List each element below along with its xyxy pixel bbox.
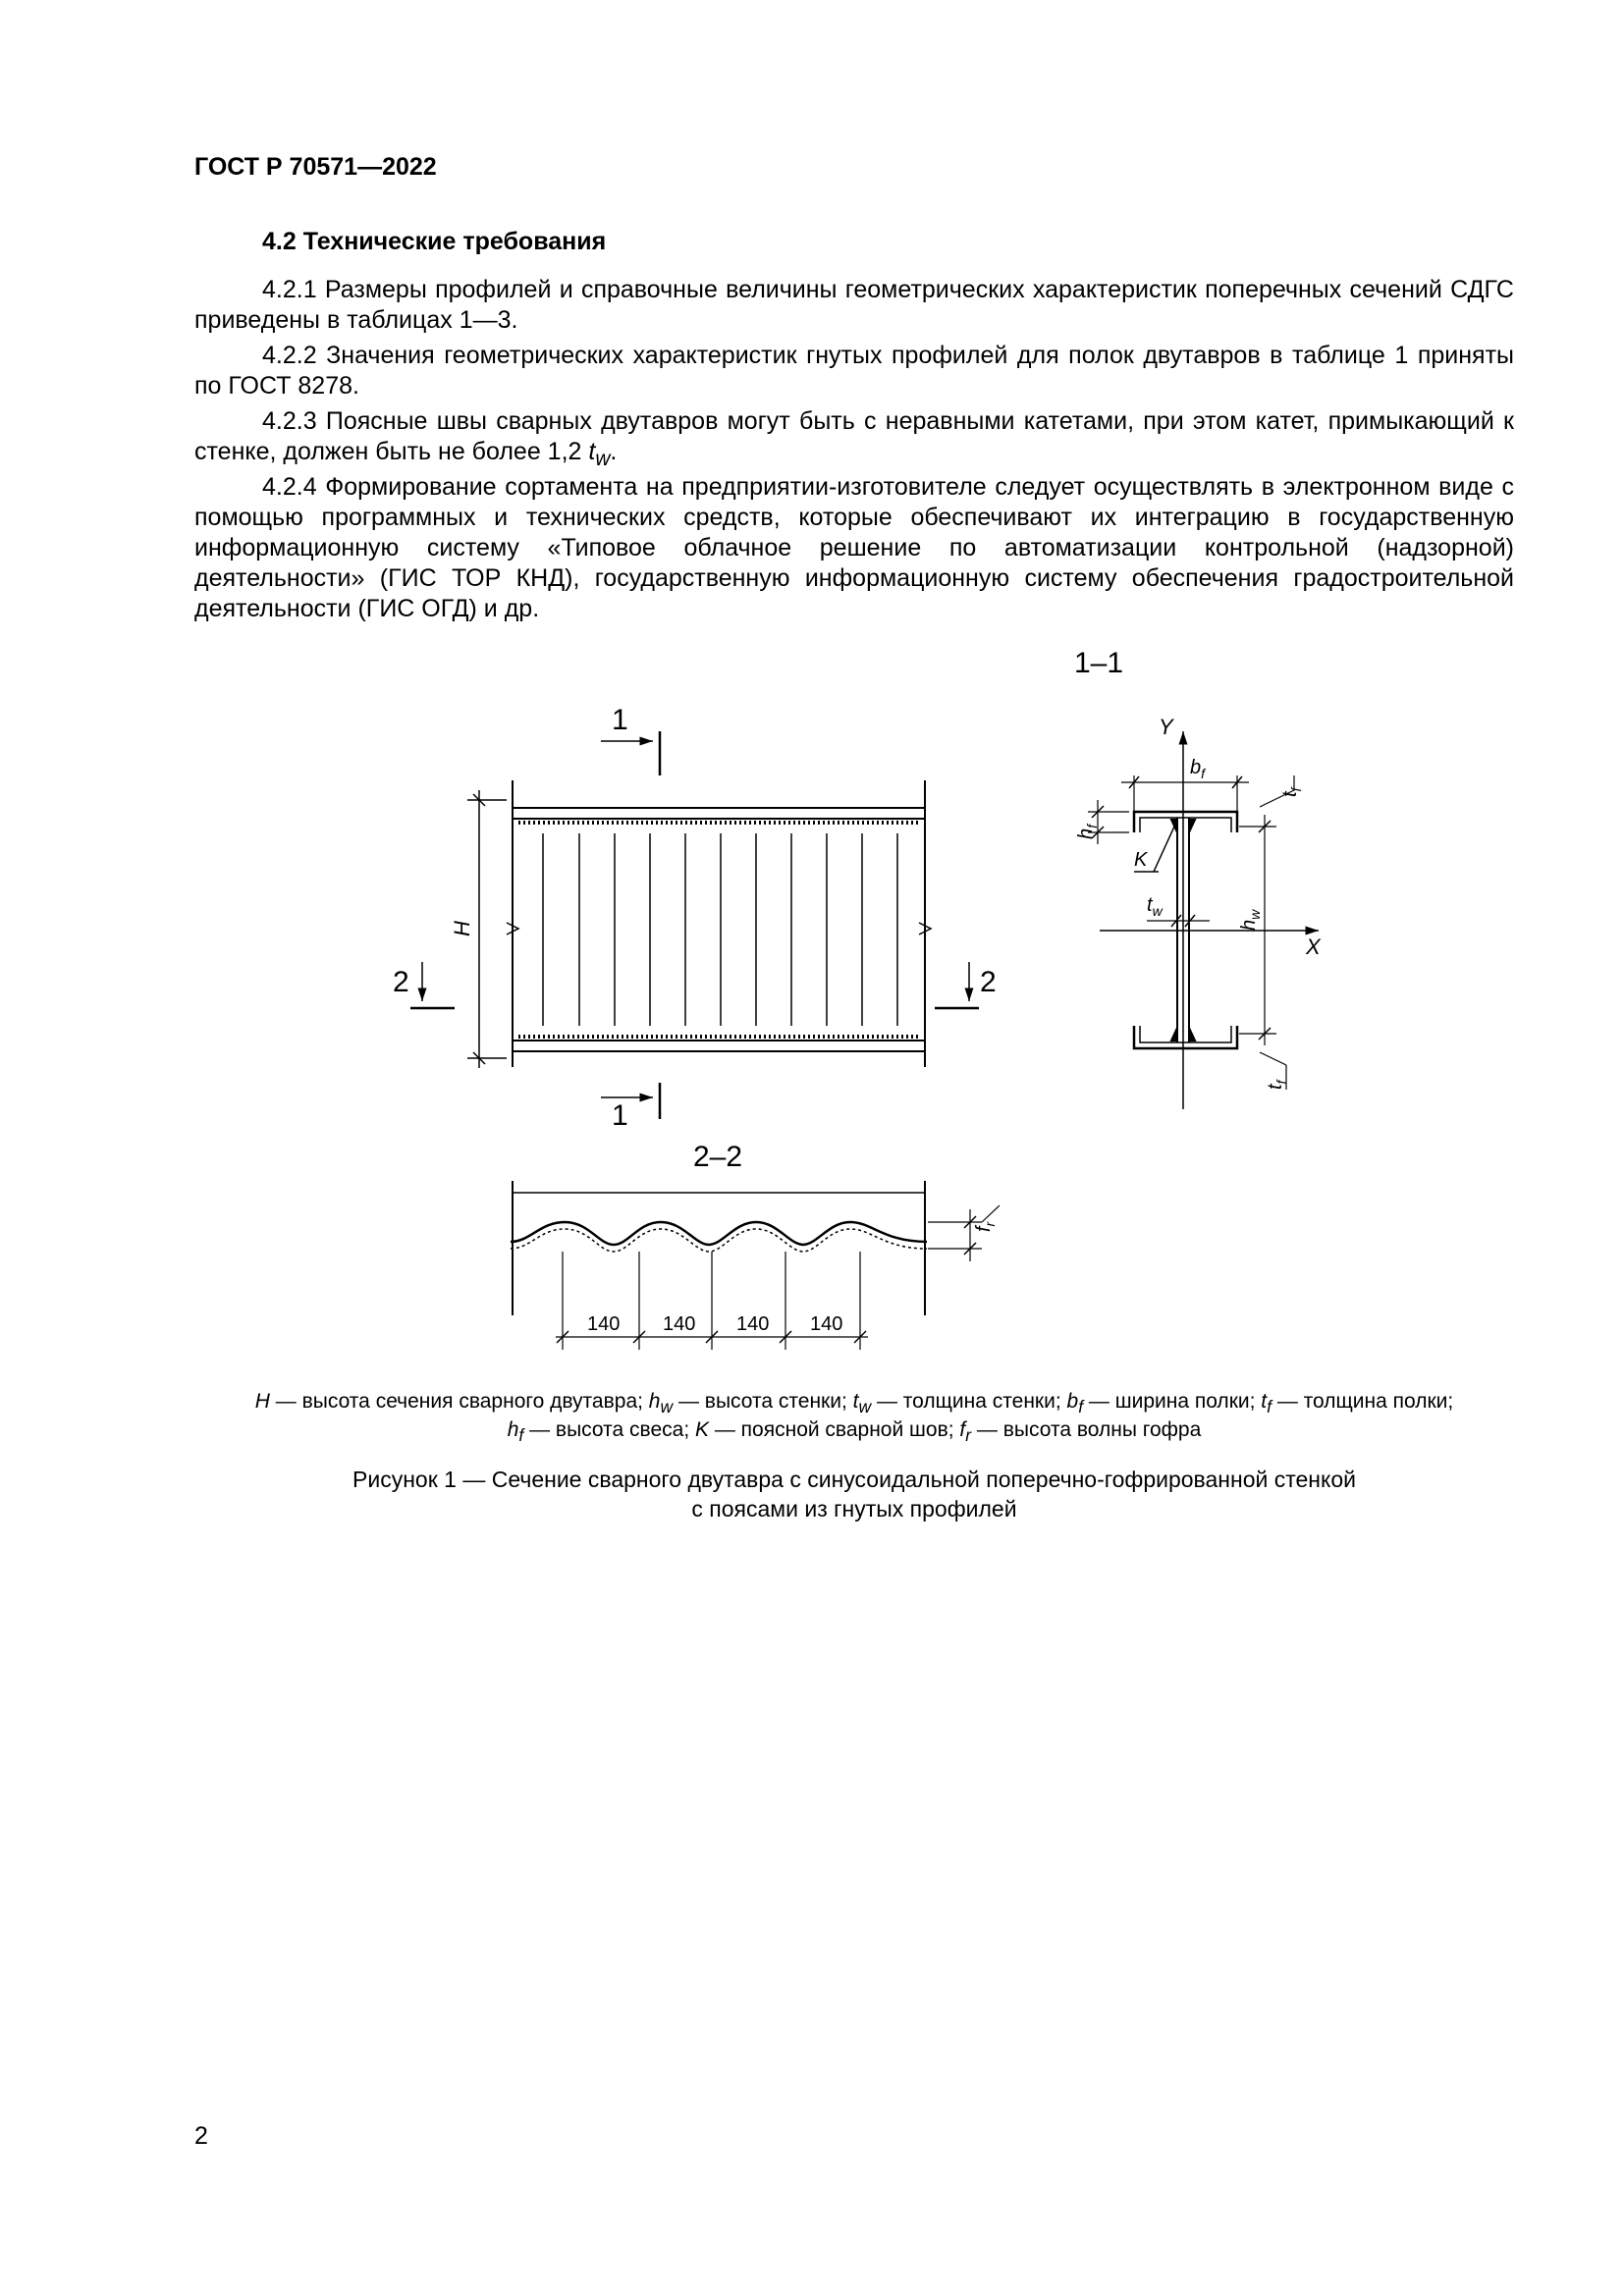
paragraph-4-2-3 (194, 406, 1514, 474)
dimension-H (467, 790, 507, 1068)
paragraph-4-2-4: 4.2.4 Формирование сортамента на предприятии-изготовителе следует осуществлять в электронном виде с помощью программных и технических средств, которые обеспечивают их интеграцию в государственную информационную систему «Типовое облачное решение по автоматизации контрольной (надзорной) деятельности» (ГИС ТОР КНД), государственную информационную систему обеспечения градостроительной деятельности (ГИС ОГД) и др. (194, 473, 1514, 622)
dim-140-3: 140 (736, 1313, 770, 1335)
figure-legend-line-1: H — высота сечения сварного двутавра; $h_w$ — высота стенки; $t_w$ — толщина стенки; $b_f$ — ширина полки; $t_f$ — толщина полки; (254, 1390, 1454, 1417)
label-K: K (1134, 849, 1148, 871)
label-bf: $b_f$ (1190, 757, 1206, 781)
figure-legend-line-2: $h_f$ — высота свеса; K — поясной сварной шов; $f_r$ — высота волны гофра (507, 1418, 1202, 1446)
cut-1-top-label: 1 (612, 704, 628, 736)
label-H: H (450, 921, 474, 936)
dim-140-4: 140 (810, 1313, 843, 1335)
page-number: 2 (194, 2122, 208, 2150)
label-tf-bottom: $t_f$ (1265, 1080, 1289, 1090)
figure-caption-line-2: с поясами из гнутых профилей (691, 1496, 1017, 1522)
paragraph-4-2-1: 4.2.1 Размеры профилей и справочные величины геометрических характеристик поперечных сечений СДГС приведены в таблицах 1—3. (194, 276, 1514, 334)
label-hf: $h_f$ (1075, 824, 1100, 839)
cross-section-1-1 (1088, 731, 1319, 1109)
tw-symbol: t (588, 438, 596, 465)
section-2-2-title: 2–2 (693, 1141, 743, 1173)
label-X: X (1306, 934, 1321, 959)
tw-subscript: w (595, 448, 611, 470)
label-tf-top: $t_f$ (1279, 787, 1304, 797)
figure-caption-line-1: Рисунок 1 — Сечение сварного двутавра с синусоидальной поперечно-гофрированной стенкой (352, 1467, 1356, 1492)
dim-140-1: 140 (587, 1313, 621, 1335)
beam-side-view (507, 780, 931, 1067)
paragraph-4-2-3-text: 4.2.3 Поясные швы сварных двутавров могут быть с неравными катетами, при этом катет, примыкающий к стенке, должен быть не более 1,2 (194, 407, 1514, 465)
cut-1-bottom-label: 1 (612, 1099, 628, 1132)
paragraph-4-2-3-end: . (610, 438, 618, 465)
label-Y: Y (1159, 715, 1173, 739)
label-fr: $f_r$ (973, 1221, 998, 1232)
section-1-1-title: 1–1 (1074, 647, 1124, 679)
section-cut-1 (601, 731, 660, 1119)
plan-section-2-2 (511, 1181, 1000, 1350)
cut-2-left-label: 2 (393, 966, 409, 998)
label-hw: $h_w$ (1238, 909, 1263, 931)
dim-140-2: 140 (663, 1313, 696, 1335)
section-cut-2 (410, 962, 979, 1008)
label-tw: $t_w$ (1147, 894, 1163, 919)
section-title: 4.2 Технические требования (262, 228, 607, 255)
document-header: ГОСТ Р 70571—2022 (194, 153, 437, 181)
paragraph-4-2-2: 4.2.2 Значения геометрических характеристик гнутых профилей для полок двутавров в таблице 1 приняты по ГОСТ 8278. (194, 342, 1514, 400)
cut-2-right-label: 2 (980, 966, 997, 998)
